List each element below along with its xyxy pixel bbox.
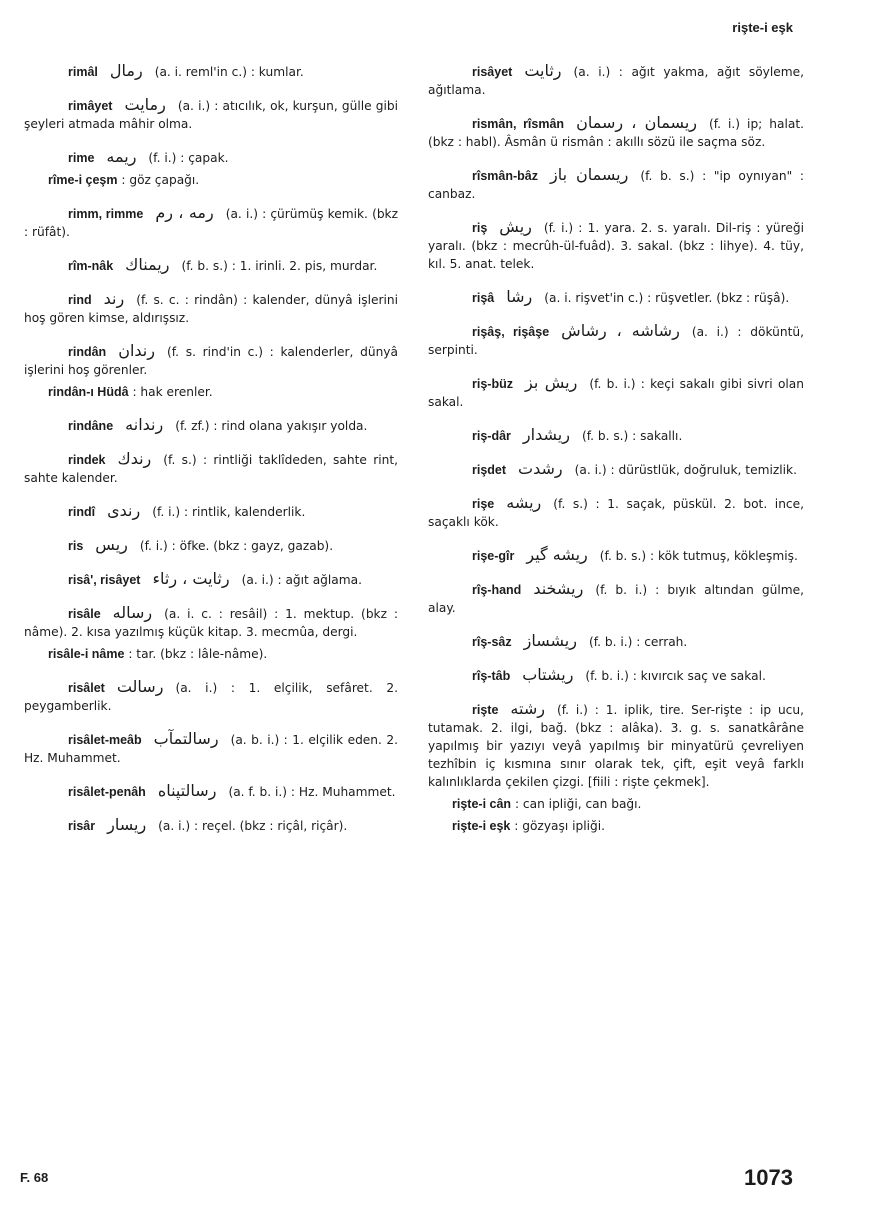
dictionary-entry [24,62,398,81]
headword: rişdet [472,463,507,477]
definition: (f. b. s.) : sakallı. [581,429,683,443]
arabic-script: رند [103,289,125,308]
dictionary-entry [24,570,398,589]
dictionary-entry [24,148,398,167]
arabic-script: رسالتپناه [157,781,217,800]
definition: (f. i.) : rintlik, kalenderlik. [152,505,306,519]
headword: rimâyet [68,99,113,113]
definition: (f. i.) : öfke. (bkz : gayz, gazab). [139,539,334,553]
headword: rindân-ı Hüdâ [48,385,129,399]
headword: rişâş, rişâşe [472,325,550,339]
dictionary-entry [24,256,398,275]
dictionary-entry [24,536,398,555]
dictionary-entry [24,678,398,715]
dictionary-entry [428,666,804,685]
headword: rimm, rimme [68,207,144,221]
definition: (f. i.) : çapak. [148,151,229,165]
dictionary-entry [428,700,804,791]
arabic-script: رثايت ، رثاء [152,569,230,588]
dictionary-entry [24,450,398,487]
arabic-script: رمايت [124,95,166,114]
headword: risâlet-penâh [68,785,146,799]
definition: (f. zf.) : rind olana yakışır yolda. [175,419,368,433]
headword: riş [472,221,488,235]
headword: rişe-gîr [472,549,515,563]
arabic-script: ريش بز [524,373,578,392]
headword: rind [68,293,92,307]
definition: (a. i.) : dürüstlük, doğruluk, temizlik. [574,463,797,477]
arabic-script: ريشه گير [526,545,588,564]
definition: (f. b. i.) : cerrah. [588,635,688,649]
definition: (f. s. rind'in c.) : kalenderler, dünyâ işlerini hoş görenler. [24,345,398,377]
arabic-script: ريشتاب [522,665,574,684]
headword: rîş-tâb [472,669,511,683]
definition: : tar. (bkz : lâle-nâme). [128,647,268,661]
headword: rîş-hand [472,583,522,597]
headword: rişte-i cân [452,797,512,811]
signature-mark: F. 68 [20,1170,49,1185]
arabic-script: ريش [499,217,532,236]
headword: rindâne [68,419,114,433]
headword: risâr [68,819,96,833]
arabic-script: رشته [510,699,545,718]
dictionary-entry [428,580,804,617]
sub-entry [24,383,398,401]
definition: (a. i.) : ağıt ağlama. [241,573,362,587]
arabic-script: رندى [107,501,141,520]
headword: rîm-nâk [68,259,114,273]
arabic-script: رمال [109,61,143,80]
arabic-script: رسالت [116,677,164,696]
dictionary-entry [428,322,804,359]
sub-entry [24,171,398,189]
headword: rişte [472,703,499,717]
definition: (a. i. reml'in c.) : kumlar. [154,65,304,79]
definition: : gözyaşı ipliği. [514,819,606,833]
headword: riş-büz [472,377,513,391]
headword: ris [68,539,84,553]
headword: rismân, rîsmân [472,117,565,131]
arabic-script: رندك [117,449,152,468]
definition: (a. i.) : reçel. (bkz : riçâl, riçâr). [158,819,348,833]
arabic-script: رساله [112,603,153,622]
arabic-script: رسالتمآب [153,729,219,748]
dictionary-entry [428,374,804,411]
arabic-script: ريسار [107,815,147,834]
arabic-script: ريسمان باز [550,165,629,184]
definition: (f. b. s.) : 1. irinli. 2. pis, murdar. [181,259,378,273]
definition: (f. b. i.) : kıvırcık saç ve sakal. [585,669,766,683]
definition: (f. b. i.) : keçi sakalı gibi sivri olan sakal. [428,377,804,409]
headword: risâ', risâyet [68,573,141,587]
arabic-script: ريشدار [522,425,570,444]
arabic-script: رندانه [125,415,164,434]
guide-word: rişte-i eşk [732,20,793,35]
definition: (a. i. rişvet'in c.) : rüşvetler. (bkz : rüşâ). [544,291,790,305]
headword: rimâl [68,65,98,79]
headword: risâyet [472,65,513,79]
headword: risâlet-meâb [68,733,142,747]
arabic-script: ريشساز [523,631,577,650]
headword: rişte-i eşk [452,819,511,833]
headword: rişe [472,497,495,511]
arabic-script: ريشخند [533,579,584,598]
definition: : göz çapağı. [121,173,200,187]
right-column [428,62,804,850]
page-number: 1073 [744,1165,793,1190]
dictionary-entry [24,782,398,801]
dictionary-entry [24,204,398,241]
headword: risâle-i nâme [48,647,125,661]
headword: risâlet [68,681,105,695]
definition: (a. i.) : atıcılık, ok, kurşun, gülle gibi şeyleri atmada mâhir olma. [24,99,398,131]
arabic-script: ريشه [506,493,542,512]
definition: (a. i.) : ağıt yakma, ağıt söyleme, ağıtlama. [428,65,804,97]
dictionary-entry [24,730,398,767]
headword: rindek [68,453,106,467]
arabic-script: رثايت [524,61,562,80]
dictionary-entry [428,460,804,479]
dictionary-entry [428,288,804,307]
definition: (f. i.) : 1. iplik, tire. Ser-rişte : ip ucu, tutamak. 2. ilgi, bağ. (bkz : alâka). 3. g. s. sanatkârâne yapılmış bir yazıyı veyâ yapılmış bir minyatürü çevreliyen tezhîbin iç kısmına sınır olarak tek, çift, eşit veyâ farklı kalınlıklarda çekilen çizgi. [fiili : rişte çekmek]. [428,703,804,789]
dictionary-entry [428,632,804,651]
dictionary-entry [428,62,804,99]
definition: (f. b. s.) : "ip oynıyan" : canbaz. [428,169,804,201]
dictionary-entry [24,604,398,641]
definition: : can ipliği, can bağı. [514,797,642,811]
headword: rindân [68,345,107,359]
dictionary-entry [428,114,804,151]
headword: rime [68,151,95,165]
dictionary-entry [24,290,398,327]
definition: (f. i.) : 1. yara. 2. s. yaralı. Dil-riş : yüreği yaralı. (bkz : mecrûh-ül-fuâd). 3. sakal. (bkz : lihye). 4. tüy, kıl. 5. anat. telek. [428,221,804,271]
arabic-script: رشاشه ، رشاش [561,321,680,340]
sub-entry [24,645,398,663]
sub-entry [428,817,804,835]
definition: (f. b. i.) : bıyık altından gülme, alay. [428,583,804,615]
definition: (f. s. c. : rindân) : kalender, dünyâ işlerini hoş gören kimse, aldırışsız. [24,293,398,325]
dictionary-entry [428,494,804,531]
headword: rîş-sâz [472,635,512,649]
definition: (a. b. i.) : 1. elçilik eden. 2. Hz. Muhammet. [24,733,398,765]
headword: risâle [68,607,101,621]
dictionary-entry [24,502,398,521]
dictionary-entry [428,218,804,273]
headword: rîme-i çeşm [48,173,118,187]
definition: (a. f. b. i.) : Hz. Muhammet. [228,785,396,799]
headword: rîsmân-bâz [472,169,538,183]
definition: (a. i. c. : resâil) : 1. mektup. (bkz : nâme). 2. kısa yazılmış küçük kitap. 3. mecmûa, dergi. [24,607,398,639]
definition: (f. b. s.) : kök tutmuş, kökleşmiş. [599,549,798,563]
arabic-script: ريمناك [125,255,170,274]
definition: (a. i.) : çürümüş kemik. (bkz : rüfât). [24,207,399,239]
arabic-script: ريسمان ، رسمان [576,113,697,132]
definition: (f. s.) : 1. saçak, püskül. 2. bot. ince, saçaklı kök. [428,497,804,529]
arabic-script: رمه ، رم [155,203,214,222]
dictionary-entry [428,546,804,565]
definition: (a. i.) : 1. elçilik, sefâret. 2. peygamberlik. [24,681,398,713]
arabic-script: ريمه [106,147,137,166]
definition: (f. i.) ip; halat. (bkz : habl). Âsmân ü rismân : akıllı sözü ile saçma söz. [428,117,804,149]
definition: (f. s.) : rintliği taklîdeden, sahte rint, sahte kalender. [24,453,398,485]
headword: rindî [68,505,96,519]
dictionary-entry [428,166,804,203]
arabic-script: رشدت [518,459,563,478]
dictionary-entry [24,416,398,435]
definition: : hak erenler. [132,385,213,399]
dictionary-entry [24,342,398,379]
headword: riş-dâr [472,429,511,443]
arabic-script: رندان [118,341,155,360]
definition: (a. i.) : döküntü, serpinti. [428,325,804,357]
headword: rişâ [472,291,495,305]
arabic-script: رشا [506,287,533,306]
dictionary-entry [24,96,398,133]
sub-entry [428,795,804,813]
arabic-script: ريس [95,535,128,554]
dictionary-entry [428,426,804,445]
dictionary-entry [24,816,398,835]
left-column [24,62,398,850]
